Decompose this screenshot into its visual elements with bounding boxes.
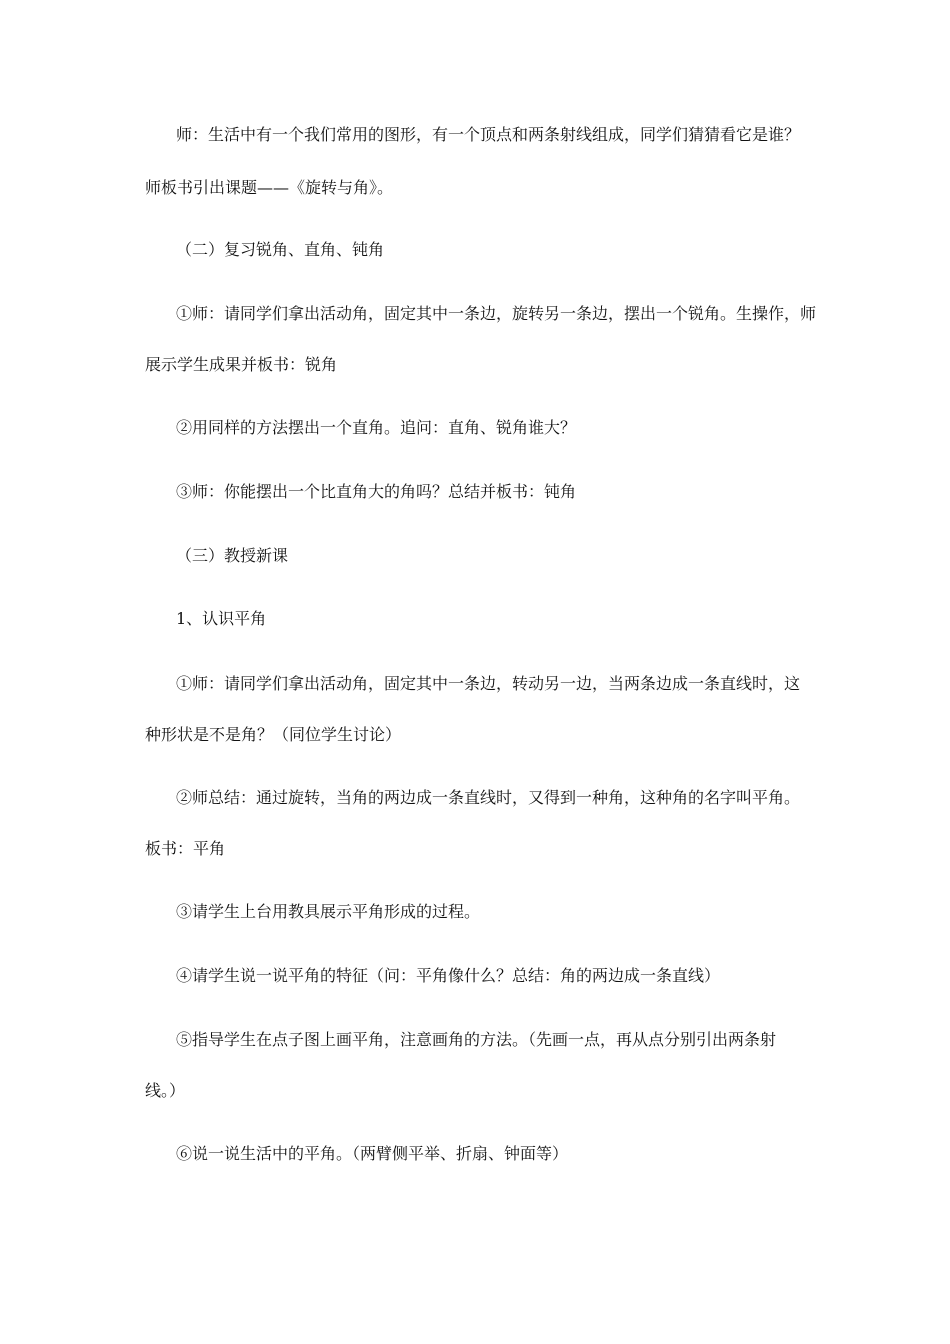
paragraph-5: ③师：你能摆出一个比直角大的角吗？总结并板书：钝角 [176,482,577,501]
paragraph-3-line-1: ①师：请同学们拿出活动角，固定其中一条边，旋转另一条边，摆出一个锐角。生操作，师 [176,304,817,323]
paragraph-12-line-1: ⑤指导学生在点子图上画平角，注意画角的方法。（先画一点，再从点分别引出两条射 [176,1030,777,1049]
paragraph-11: ④请学生说一说平角的特征（问：平角像什么？总结：角的两边成一条直线） [176,966,721,985]
paragraph-12-line-2: 线。） [145,1081,186,1100]
paragraph-9-line-2: 板书：平角 [145,839,226,858]
paragraph-13: ⑥说一说生活中的平角。（两臂侧平举、折扇、钟面等） [176,1144,569,1163]
paragraph-8-line-1: ①师：请同学们拿出活动角，固定其中一条边，转动另一边，当两条边成一条直线时，这 [176,674,801,693]
paragraph-1-line-1: 师：生活中有一个我们常用的图形，有一个顶点和两条射线组成，同学们猜猜看它是谁？ [176,125,801,144]
paragraph-9-line-1: ②师总结：通过旋转，当角的两边成一条直线时，又得到一种角，这种角的名字叫平角。 [176,788,801,807]
paragraph-8-line-2: 种形状是不是角？（同位学生讨论） [145,725,402,744]
section-heading-new-lesson: （三）教授新课 [176,546,289,565]
paragraph-1-line-2: 师板书引出课题——《旋转与角》。 [145,178,394,197]
paragraph-10: ③请学生上台用教具展示平角形成的过程。 [176,902,481,921]
subsection-heading-straight-angle: 1、认识平角 [176,609,267,628]
paragraph-3-line-2: 展示学生成果并板书：锐角 [145,355,338,374]
paragraph-4: ②用同样的方法摆出一个直角。追问：直角、锐角谁大？ [176,418,577,437]
section-heading-review: （二）复习锐角、直角、钝角 [176,240,385,259]
